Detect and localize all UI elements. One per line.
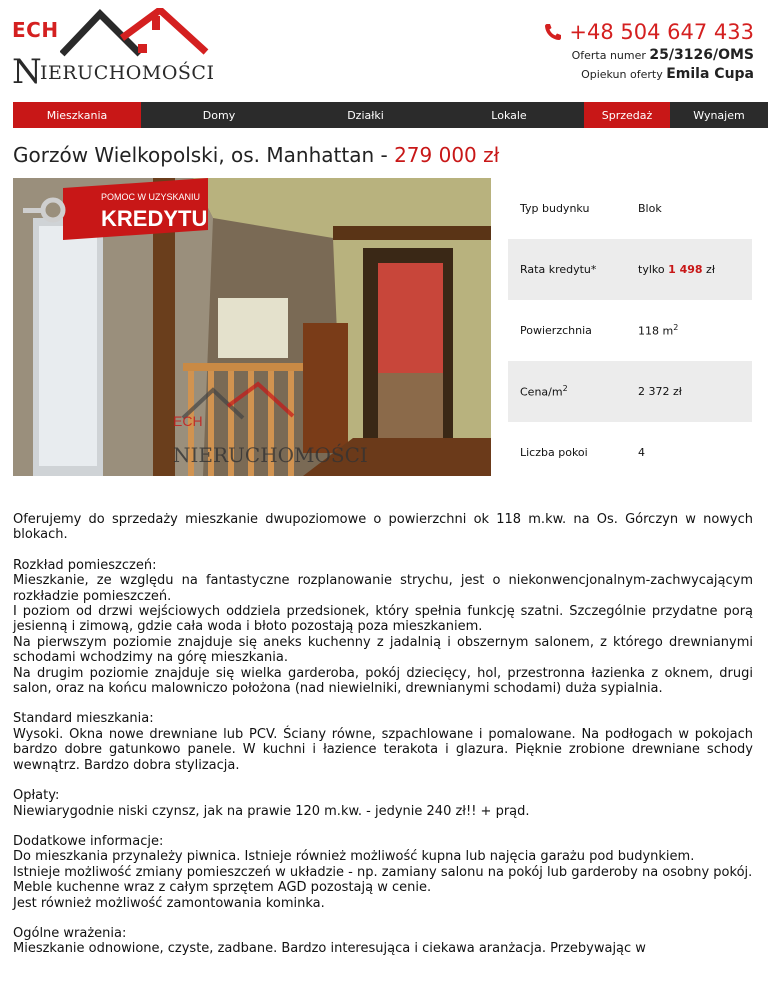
detail-value: Blok (638, 202, 662, 215)
layout-line: Na drugim poziomie znajduje się wielka garderoba, pokój dziecięcy, hol, przestronna łazienka z oknem, drugi salon, oraz na końcu malowniczo położona (nad niewielniki, drewnianymi schodami) duża sypialnia. (13, 665, 753, 697)
watermark-ech: ECH (173, 413, 203, 429)
detail-row-rooms (508, 422, 752, 483)
fees-heading: Opłaty: (13, 788, 60, 804)
installment-suffix: zł (702, 263, 715, 276)
layout-line: Na pierwszym poziomie znajduje się aneks kuchenny z jadalnią i obszernym salonem, z którego drewnianymi schodami wchodzimy na górę mieszkania. (13, 634, 753, 666)
extra-line: Istnieje możliwość zmiany pomieszczeń w układzie - np. zamiany salonu na pokój lub garderoby na osobny pokój. (13, 864, 753, 880)
listing-description (13, 512, 753, 972)
interior-photo-illustration (13, 178, 491, 476)
area-sup: 2 (673, 323, 679, 333)
main-nav (13, 102, 768, 128)
detail-label: Powierzchnia (520, 324, 592, 337)
general-text: Mieszkanie odnowione, czyste, zadbane. Bardzo interesująca i ciekawa aranżacja. Przebywając w (13, 941, 646, 957)
offer-number-value: 25/3126/OMS (649, 47, 754, 63)
detail-row-building-type (508, 178, 752, 239)
offer-number-line (543, 47, 754, 63)
extra-heading: Dodatkowe informacje: (13, 833, 164, 849)
description-general (13, 926, 753, 957)
detail-label: Rata kredytu* (520, 263, 597, 276)
page-header (0, 0, 768, 100)
layout-line: I poziom od drzwi wejściowych oddziela przedsionek, który spełnia funkcję szatni. Szczególnie przydatne porą jesienną i zimową, gdzie cała woda i błoto pozostają poza mieszkaniem. (13, 604, 753, 635)
banner-top-text: POMOC W UZYSKANIU (101, 192, 201, 202)
detail-value: 4 (638, 446, 645, 459)
nav-item-domy[interactable]: Domy (202, 108, 236, 122)
detail-row-area (508, 300, 752, 361)
detail-label: Liczba pokoi (520, 446, 588, 459)
title-price: 279 000 zł (394, 143, 500, 167)
layout-heading: Rozkład pomieszczeń: (13, 557, 157, 573)
general-heading: Ogólne wrażenia: (13, 925, 127, 941)
installment-amount: 1 498 (668, 263, 703, 276)
fees-text: Niewiarygodnie niski czynsz, jak na prawie 120 m.kw. - jedynie 240 zł!! + prąd. (13, 803, 530, 819)
page-title (13, 143, 499, 167)
price-m2-sup: 2 (562, 384, 568, 394)
standard-heading: Standard mieszkania: (13, 711, 154, 727)
layout-line: Mieszkanie, ze względu na fantastyczne rozplanowanie strychu, jest o niekonwencjonalnym-zachwycającym rozkładzie pomieszczeń. (13, 573, 753, 604)
description-layout (13, 558, 753, 697)
detail-value (626, 263, 752, 276)
description-extra (13, 834, 753, 911)
logo-ech-text: ECH (12, 18, 59, 42)
extra-line: Do mieszkania przynależy piwnica. Istnieje również możliwość kupna lub najęcia garażu pod budynkiem. (13, 849, 695, 865)
watermark-name: NIERUCHOMOŚCI (173, 443, 368, 467)
nav-item-mieszkania[interactable]: Mieszkania (13, 102, 141, 128)
logo-name: IERUCHOMOŚCI (40, 62, 215, 84)
extra-line: Jest również możliwość zamontowania kominka. (13, 895, 325, 911)
detail-label (508, 384, 626, 399)
extra-line: Meble kuchenne wraz z całym sprzętem AGD pozostają w cenie. (13, 880, 432, 896)
details-table (508, 178, 752, 483)
nav-item-wynajem[interactable]: Wynajem (693, 108, 745, 122)
phone-icon (543, 22, 563, 42)
detail-row-price-per-m2 (508, 361, 752, 422)
agent-name: Emila Cupa (666, 66, 754, 82)
nav-item-dzialki[interactable]: Działki (347, 108, 384, 122)
offer-number-label: Oferta numer (571, 49, 646, 62)
logo-initial: N (12, 52, 42, 92)
area-value: 118 m (638, 324, 674, 338)
phone-number[interactable] (543, 20, 754, 44)
price-m2-label: Cena/m (520, 385, 563, 399)
listing-photo[interactable] (13, 178, 491, 476)
banner-main-text: KREDYTU (101, 206, 208, 231)
description-standard (13, 711, 753, 773)
agent-line (543, 66, 754, 82)
detail-row-installment (508, 239, 752, 300)
nav-item-sprzedaz[interactable]: Sprzedaż (584, 102, 670, 128)
company-logo[interactable] (10, 8, 215, 92)
title-location: Gorzów Wielkopolski, os. Manhattan - (13, 143, 395, 167)
description-fees (13, 788, 753, 819)
phone-text: +48 504 647 433 (569, 20, 754, 44)
detail-value: 2 372 zł (638, 385, 682, 398)
nav-item-lokale[interactable]: Lokale (491, 108, 527, 122)
installment-prefix: tylko (638, 263, 669, 276)
detail-label: Typ budynku (520, 202, 590, 215)
contact-box (543, 20, 754, 82)
detail-value (626, 323, 752, 338)
standard-text: Wysoki. Okna nowe drewniane lub PCV. Ściany równe, szpachlowane i pomalowane. Na podłogach w pokojach bardzo dobre gatunkowo panele. W kuchni i łazience terakota i glazura. Pięknie zrobione drewniane schody wewnątrz. Bardzo dobra stylizacja. (13, 726, 753, 773)
house-roof-icon (60, 8, 210, 68)
agent-label: Opiekun oferty (581, 68, 663, 81)
description-intro: Oferujemy do sprzedaży mieszkanie dwupoziomowe o powierzchni ok 118 m.kw. na Os. Górczyn w nowych blokach. (13, 512, 753, 543)
